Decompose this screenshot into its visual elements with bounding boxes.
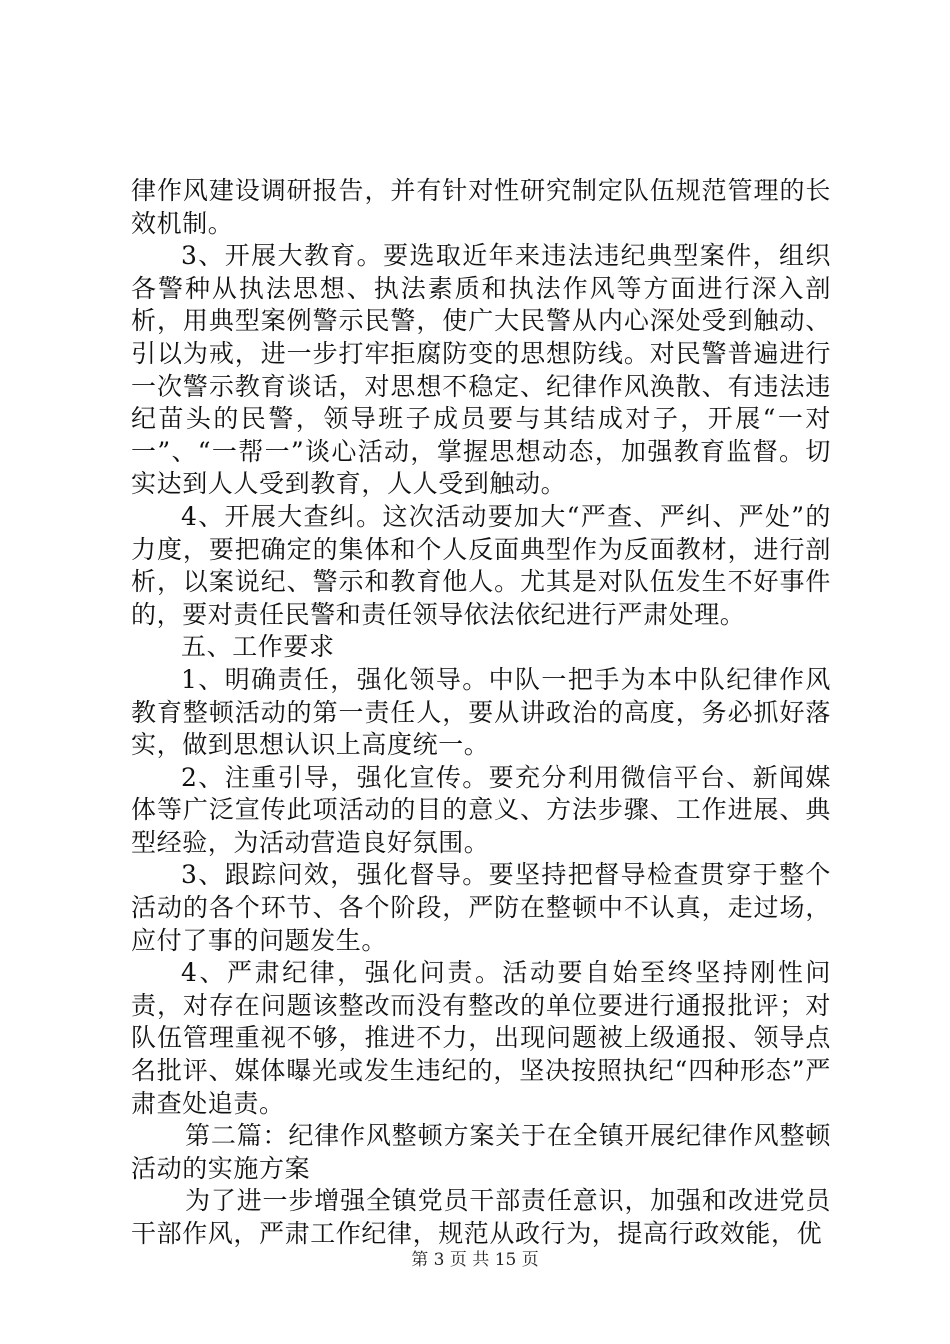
page-number-footer: 第 3 页 共 15 页: [411, 1250, 539, 1270]
paragraph-education: 3、开展大教育。要选取近年来违法违纪典型案件，组织各警种从执法思想、执法素质和执法作风等方面进行深入剖析，用典型案例警示民警，使广大民警从内心深处受到触动、引以为戒，进一步打牢拒腐防变的思想防线。对民警普遍进行一次警示教育谈话，对思想不稳定、纪律作风涣散、有违法违纪苗头的民警，领导班子成员要与其结成对子，开展“一对一”、“一帮一”谈心活动，掌握思想动态，加强教育监督。切实达到人人受到教育，人人受到触动。: [131, 241, 831, 499]
paragraph-responsibility: 1、明确责任，强化领导。中队一把手为本中队纪律作风教育整顿活动的第一责任人，要从讲政治的高度，务必抓好落实，做到思想认识上高度统一。: [131, 664, 831, 760]
paragraph-supervision: 3、跟踪问效，强化督导。要坚持把督导检查贯穿于整个活动的各个环节、各个阶段，严防在整顿中不认真，走过场，应付了事的问题发生。: [131, 860, 831, 955]
paragraph-inspection: 4、开展大查纠。这次活动要加大“严查、严纠、严处”的力度，要把确定的集体和个人反面典型作为反面教材，进行剖析，以案说纪、警示和教育他人。尤其是对队伍发生不好事件的，要对责任民警和责任领导依法依纪进行严肃处理。: [131, 501, 831, 629]
paragraph-publicity: 2、注重引导，强化宣传。要充分利用微信平台、新闻媒体等广泛宣传此项活动的目的意义、方法步骤、工作进展、典型经验，为活动营造良好氛围。: [131, 762, 831, 857]
section-heading-requirements: 五、工作要求: [181, 632, 335, 662]
paragraph-intro: 为了进一步增强全镇党员干部责任意识，加强和改进党员干部作风，严肃工作纪律，规范从政行为，提高行政效能，优: [131, 1186, 831, 1248]
paragraph-continuation: 律作风建设调研报告，并有针对性研究制定队伍规范管理的长效机制。: [131, 176, 831, 238]
document-body: [131, 175, 831, 1251]
paragraph-accountability: 4、严肃纪律，强化问责。活动要自始至终坚持刚性问责，对存在问题该整改而没有整改的单位要进行通报批评；对队伍管理重视不够，推进不力，出现问题被上级通报、领导点名批评、媒体曝光或发生违纪的，坚决按照执纪“四种形态”严肃查处追责。: [131, 958, 831, 1118]
chapter-heading-second: 第二篇：纪律作风整顿方案关于在全镇开展纪律作风整顿活动的实施方案: [131, 1121, 831, 1183]
